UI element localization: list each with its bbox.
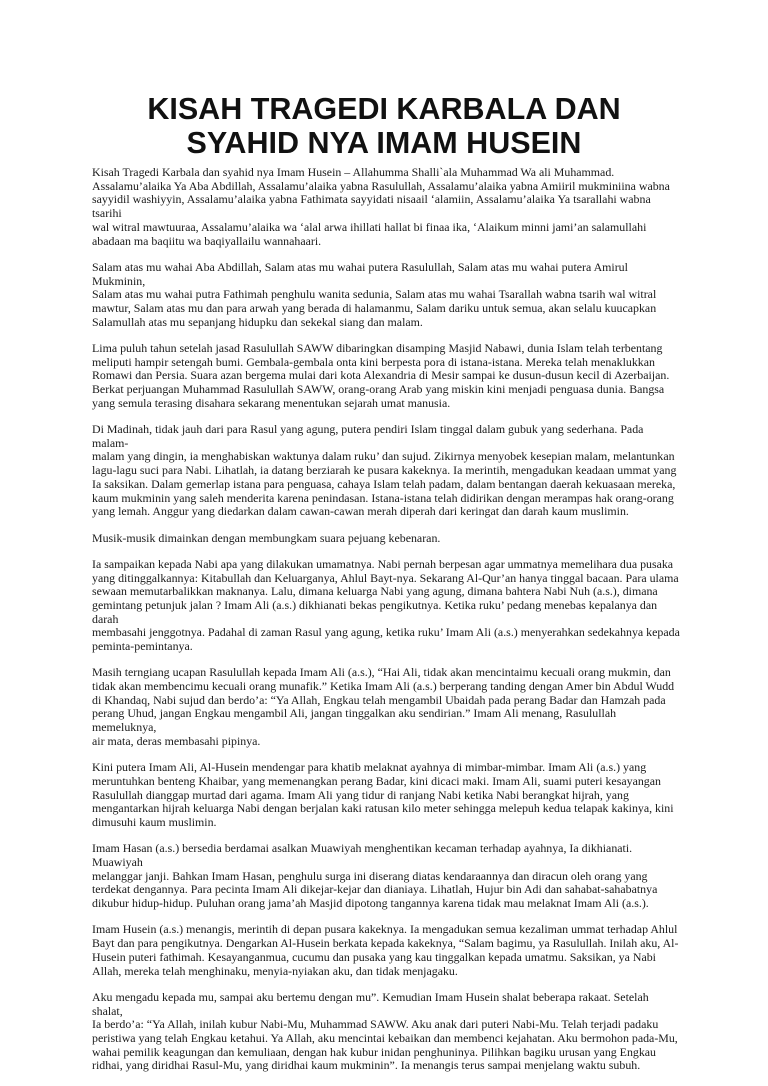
- paragraph-di-madinah: Di Madinah, tidak jauh dari para Rasul yang agung, putera pendiri Islam tinggal dalam gubuk yang sederhana. Pada malam- malam yang dingin, ia menghabiskan waktunya dalam ruku’ dan sujud. Zikirnya menyobek kesepian malam, melantunkan lagu-lagu suci para Nabi. Lihatlah, ia datang berziarah ke pusara kakeknya. Ia merintih, mengadukan keadaan ummat yang Ia saksikan. Dalam gemerlap istana para penguasa, cahaya Islam telah padam, dalam bentangan daerah kekuasaan mereka, kaum mukminin yang saleh menderita karena penindasan. Istana-istana telah didirikan dengan merampas hak orang-orang yang lemah. Anggur yang diedarkan dalam cawan-cawan merah diperah dari keringat dan darah kaum muslimin.: [92, 422, 677, 519]
- paragraph-salutation: Kisah Tragedi Karbala dan syahid nya Imam Husein – Allahumma Shalli`ala Muhammad Wa ali Muhammad. Assalamu’alaika Ya Aba Abdillah, Assalamu’alaika yabna Rasulullah, Assalamu’alaika yabna Amiiril mukminiina wabna sayyidil washiyyin, Assalamu’alaika yabna Fathimata sayyidati nisaail ‘alamiin, Assalamu’alaika Ya tsarallahi wabna tsarihi wal witral mawtuuraa, Assalamu’alaika wa ‘alal arwa ihillati hallat bi finaa ika, ‘Alaikum minni jami’an salamullahi abadaan ma baqiitu wa baqiyallailu wannahaari.: [92, 165, 670, 248]
- paragraph-lima-puluh-tahun: Lima puluh tahun setelah jasad Rasulullah SAWW dibaringkan disamping Masjid Nabawi, dunia Islam telah terbentang meliputi hampir setengah bumi. Gembala-gembala onta kini berpesta pora di istana-istana. Mereka telah menaklukkan Romawi dan Persia. Suara azan bergema mulai dari kota Alexandria di Mesir sampai ke dusun-dusun kecil di Azerbaijan. Berkat perjuangan Muhammad Rasulullah SAWW, orang-orang Arab yang miskin kini menjadi penguasa dunia. Bangsa yang semula terasing disahara sekarang menentukan sejarah umat manusia.: [92, 340, 670, 410]
- paragraph-aku-mengadu: Aku mengadu kepada mu, sampai aku bertemu dengan mu”. Kemudian Imam Husein shalat beberapa rakaat. Setelah shalat, Ia berdo’a: “Ya Allah, inilah kubur Nabi-Mu, Muhammad SAWW. Aku anak dari puteri Nabi-Mu. Telah terjadi padaku peristiwa yang telah Engkau ketahui. Ya Allah, aku mencintai kebaikan dan membenci kejahatan. Aku bermohon pada-Mu, wahai pemilik keagungan dan kemuliaan, dengan hak kubur inidan penghuninya. Pilihkan bagiku urusan yang Engkau ridhai, yang diridhai Rasul-Mu, yang diridhai kaum mukminin”. Ia menangis terus sampai menjelang waktu subuh.: [92, 989, 678, 1073]
- paragraph-imam-husein: Imam Husein (a.s.) menangis, merintih di depan pusara kakeknya. Ia mengadukan semua kezaliman ummat terhadap Ahlul Bayt dan para pengikutnya. Dengarkan Al-Husein berkata kepada kakeknya, “Salam bagimu, ya Rasulullah. Inilah aku, Al- Husein puteri fathimah. Kesayanganmua, cucumu dan pusaka yang kau tinggalkan kepada umatmu. Saksikan, ya Nabi Allah, mereka telah menghinaku, menyia-nyiakan aku, dan tidak menjagaku.: [92, 922, 679, 978]
- title-line-1: KISAH TRAGEDI KARBALA DAN: [147, 92, 621, 126]
- paragraph-masih-terngiang: Masih terngiang ucapan Rasulullah kepada Imam Ali (a.s.), “Hai Ali, tidak akan mencintaimu kecuali orang mukmin, dan tidak akan membencimu kecuali orang munafik.” Ketika Imam Ali (a.s.) berperang tanding dengan Amer bin Abdul Wudd di Khandaq, Nabi sujud dan berdo’a: “Ya Allah, Engkau telah mengambil Ubaidah pada perang Badar dan Hamzah pada perang Uhud, jangan Engkau mengambil Ali, jangan tinggalkan aku sendirian.” Imam Ali menang, Rasulullah memeluknya, air mata, deras membasahi pipinya.: [92, 665, 675, 748]
- title-line-2: SYAHID NYA IMAM HUSEIN: [186, 126, 582, 160]
- paragraph-salam: Salam atas mu wahai Aba Abdillah, Salam atas mu wahai putera Rasulullah, Salam atas mu wahai putera Amirul Mukminin, Salam atas mu wahai putra Fathimah penghulu wanita sedunia, Salam atas mu wahai Tsarallah wabna tsarih wal witral mawtur, Salam atas mu dan para arwah yang berada di halamanmu, Salam dariku untuk semua, akan selalu kuucapkan Salamullah atas mu sepanjang hidupku dan sekekal siang dan malam.: [92, 259, 657, 329]
- paragraph-kini-putera: Kini putera Imam Ali, Al-Husein mendengar para khatib melaknat ayahnya di mimbar-mimbar. Imam Ali (a.s.) yang meruntuhkan benteng Khaibar, yang memenangkan perang Badar, kini dicaci maki. Imam Ali, suami puteri kesayangan Rasulullah dianggap murtad dari agama. Imam Ali yang tidur di ranjang Nabi ketika Nabi berangkat hijrah, yang mengantarkan hijrah keluarga Nabi dengan berjalan kaki ratusan kilo meter sehingga melepuh kedua telapak kakinya, kini dimusuhi kaum muslimin.: [92, 760, 674, 829]
- document-title: [60, 92, 708, 160]
- paragraph-imam-hasan: Imam Hasan (a.s.) bersedia berdamai asalkan Muawiyah menghentikan kecaman terhadap ayahnya, Ia dikhianati. Muawiyah melanggar janji. Bahkan Imam Hasan, penghulu surga ini diserang diatas kendaraannya dan diracun oleh orang yang terdekat dengannya. Para pecinta Imam Ali dikejar-kejar dan dianiaya. Lihatlah, Hujur bin Adi dan sahabat-sahabatnya dikubur hidup-hidup. Puluhan orang jama’ah Masjid dipotong tangannya karena tidak mau melaknat Imam Ali (a.s.).: [92, 841, 658, 911]
- document-body: [92, 166, 680, 1086]
- paragraph-musik: Musik-musik dimainkan dengan membungkam suara pejuang kebenaran.: [92, 530, 441, 545]
- paragraph-ia-sampaikan: Ia sampaikan kepada Nabi apa yang dilakukan umamatnya. Nabi pernah berpesan agar ummatnya memelihara dua pusaka yang ditinggalkannya: Kitabullah dan Keluarganya, Ahlul Bayt-nya. Sekarang Al-Qur’an hanya tinggal bacaan. Para ulama sewaan memutarbalikkan maknanya. Lalu, dimana keluarga Nabi yang agung, dimana bahtera Nabi Nuh (a.s.), dimana gemintang petunjuk jalan ? Imam Ali (a.s.) dikhianati bekas pengikutnya. Ketika ruku’ pedang menebas kepalanya dan darah membasahi jenggotnya. Padahal di zaman Rasul yang agung, ketika ruku’ Imam Ali (a.s.) menyerahkan sedekahnya kepada peminta-pemintanya.: [92, 556, 680, 654]
